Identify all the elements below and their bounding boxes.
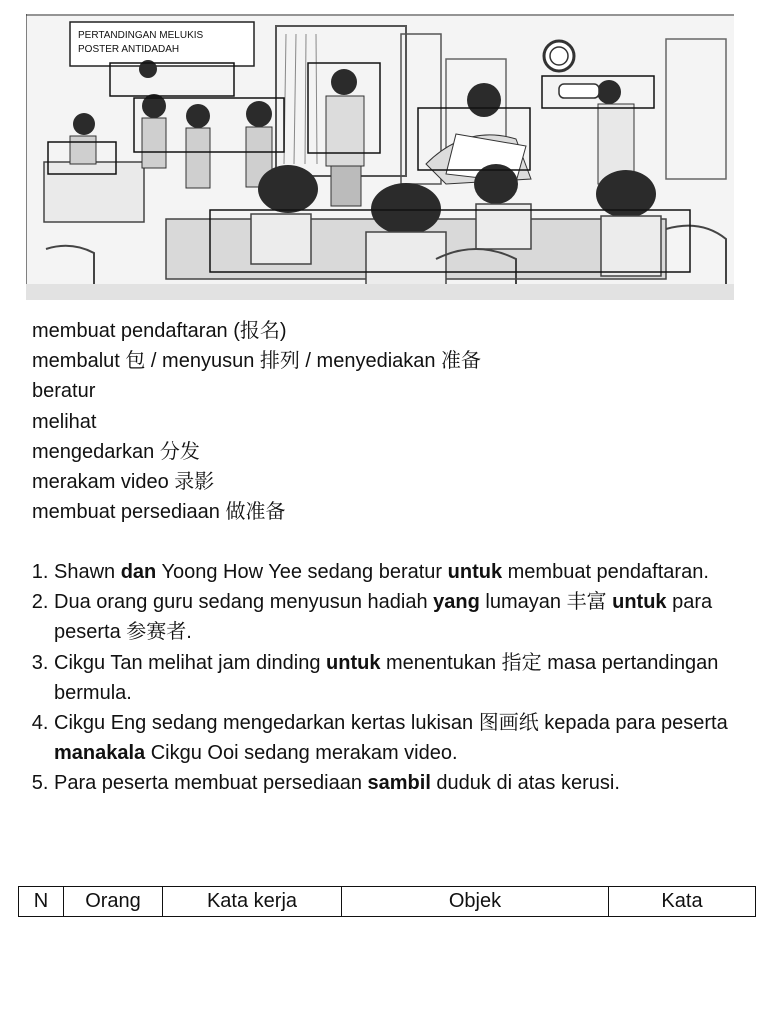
sentence-list xyxy=(18,557,754,799)
vocab-item: melihat xyxy=(32,410,97,433)
sentence-item: 1. Shawn dan Yoong How Yee sedang beratur untuk membuat pendaftaran. xyxy=(54,557,754,587)
vocab-item: membuat persediaan 做准备 xyxy=(32,501,286,524)
classroom-illustration xyxy=(26,14,734,300)
analysis-table xyxy=(18,886,756,917)
sentence-item: 2. Dua orang guru sedang menyusun hadiah yang lumayan 丰富 untuk para peserta 参赛者. xyxy=(54,587,754,647)
vocab-item: mengedarkan 分发 xyxy=(32,440,200,463)
poster-title-line1: PERTANDINGAN MELUKIS xyxy=(78,30,204,41)
vocabulary-list xyxy=(32,316,481,527)
wall-clock-icon xyxy=(544,41,574,71)
poster-title-line2: POSTER ANTIDADAH xyxy=(78,44,180,55)
header-cell-objek: Objek xyxy=(342,887,609,917)
table-header-row xyxy=(19,887,756,917)
header-cell-kata: Kata xyxy=(609,887,756,917)
vocab-item: merakam video 录影 xyxy=(32,471,215,494)
vocab-item: beratur xyxy=(32,380,96,403)
header-cell-n: N xyxy=(19,887,64,917)
sentence-item: 4. Cikgu Eng sedang mengedarkan kertas lukisan 图画纸 kepada para peserta manakala Cikgu Ooi sedang merakam video. xyxy=(54,708,754,768)
header-cell-kata-kerja: Kata kerja xyxy=(163,887,342,917)
sentence-item: 5. Para peserta membuat persediaan sambil duduk di atas kerusi. xyxy=(54,768,754,798)
header-cell-orang: Orang xyxy=(64,887,163,917)
vocab-item: membuat pendaftaran (报名) xyxy=(32,320,287,342)
vocab-item: membalut 包 / menyusun 排列 / menyediakan 准备 xyxy=(32,350,482,373)
sentence-item: 3. Cikgu Tan melihat jam dinding untuk menentukan 指定 masa pertandingan bermula. xyxy=(54,648,754,708)
